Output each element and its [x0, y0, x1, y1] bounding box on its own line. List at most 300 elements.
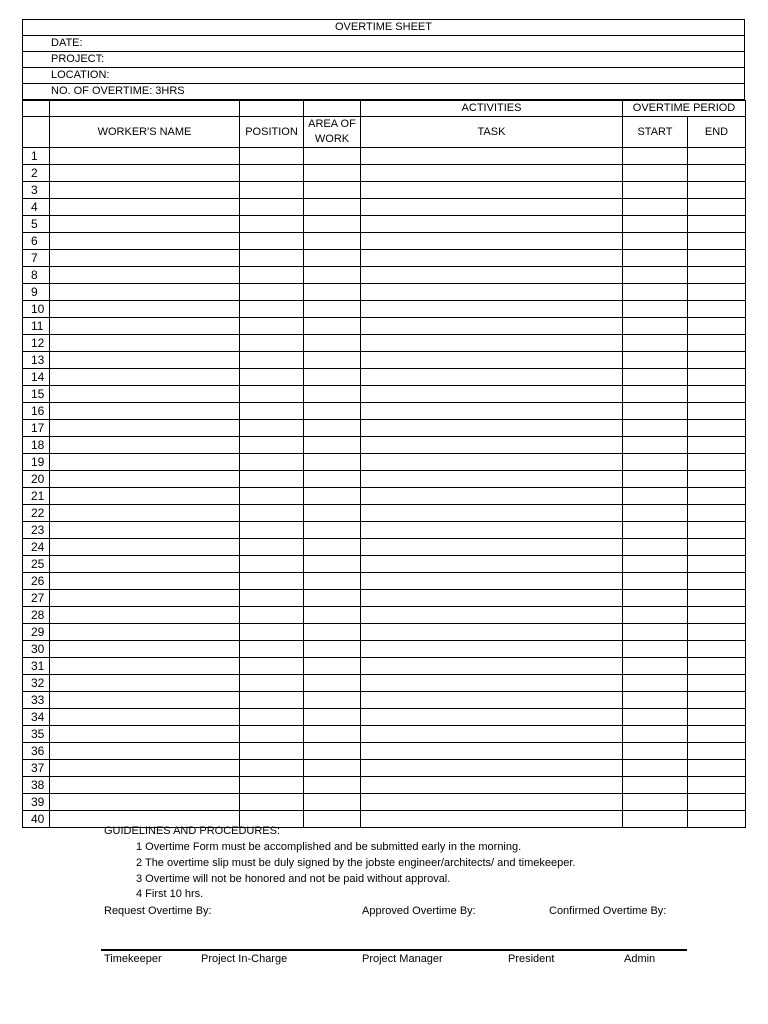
- worker-name-cell[interactable]: [50, 148, 240, 165]
- area-of-work-cell[interactable]: [304, 760, 361, 777]
- end-cell[interactable]: [688, 488, 746, 505]
- task-cell[interactable]: [361, 522, 623, 539]
- start-cell[interactable]: [623, 199, 688, 216]
- row-number: 30: [23, 641, 50, 658]
- task-cell[interactable]: [361, 284, 623, 301]
- position-cell[interactable]: [240, 437, 304, 454]
- position-cell[interactable]: [240, 403, 304, 420]
- start-cell[interactable]: [623, 488, 688, 505]
- task-cell[interactable]: [361, 250, 623, 267]
- worker-name-cell[interactable]: [50, 641, 240, 658]
- end-cell[interactable]: [688, 437, 746, 454]
- position-cell[interactable]: [240, 794, 304, 811]
- start-cell[interactable]: [623, 216, 688, 233]
- worker-name-cell[interactable]: [50, 675, 240, 692]
- area-of-work-cell[interactable]: [304, 267, 361, 284]
- task-cell[interactable]: [361, 335, 623, 352]
- end-cell[interactable]: [688, 675, 746, 692]
- worker-name-cell[interactable]: [50, 607, 240, 624]
- confirmed-overtime-label: Confirmed Overtime By:: [549, 905, 667, 917]
- start-header: START: [623, 117, 688, 148]
- worker-name-cell[interactable]: [50, 335, 240, 352]
- row-number: 9: [23, 284, 50, 301]
- start-cell[interactable]: [623, 675, 688, 692]
- worker-name-cell[interactable]: [50, 403, 240, 420]
- worker-name-cell[interactable]: [50, 267, 240, 284]
- area-of-work-cell[interactable]: [304, 233, 361, 250]
- table-row: [23, 471, 746, 488]
- task-cell[interactable]: [361, 437, 623, 454]
- worker-name-cell[interactable]: [50, 250, 240, 267]
- start-cell[interactable]: [623, 794, 688, 811]
- row-number: 39: [23, 794, 50, 811]
- position-cell[interactable]: [240, 284, 304, 301]
- area-of-work-cell[interactable]: [304, 335, 361, 352]
- start-cell[interactable]: [623, 760, 688, 777]
- task-cell[interactable]: [361, 454, 623, 471]
- task-cell[interactable]: [361, 794, 623, 811]
- end-cell[interactable]: [688, 743, 746, 760]
- start-cell[interactable]: [623, 709, 688, 726]
- end-cell[interactable]: [688, 522, 746, 539]
- end-cell[interactable]: [688, 573, 746, 590]
- table-row: [23, 692, 746, 709]
- task-cell[interactable]: [361, 692, 623, 709]
- end-cell[interactable]: [688, 233, 746, 250]
- signature-line: [101, 949, 687, 951]
- worker-name-cell[interactable]: [50, 590, 240, 607]
- table-row: [23, 709, 746, 726]
- end-cell[interactable]: [688, 811, 746, 828]
- worker-name-cell[interactable]: [50, 505, 240, 522]
- position-cell[interactable]: [240, 335, 304, 352]
- worker-name-cell[interactable]: [50, 437, 240, 454]
- position-cell[interactable]: [240, 607, 304, 624]
- worker-name-cell[interactable]: [50, 420, 240, 437]
- task-cell[interactable]: [361, 726, 623, 743]
- worker-name-cell[interactable]: [50, 539, 240, 556]
- end-cell[interactable]: [688, 624, 746, 641]
- area-of-work-cell[interactable]: [304, 811, 361, 828]
- row-number: 16: [23, 403, 50, 420]
- area-of-work-cell[interactable]: [304, 182, 361, 199]
- position-cell[interactable]: [240, 760, 304, 777]
- end-cell[interactable]: [688, 454, 746, 471]
- position-cell[interactable]: [240, 386, 304, 403]
- table-header-row-1: [23, 101, 746, 117]
- task-cell[interactable]: [361, 505, 623, 522]
- area-of-work-cell[interactable]: [304, 165, 361, 182]
- signatory-project-manager: Project Manager: [362, 953, 443, 965]
- position-cell[interactable]: [240, 658, 304, 675]
- start-cell[interactable]: [623, 420, 688, 437]
- worker-name-cell[interactable]: [50, 233, 240, 250]
- task-cell[interactable]: [361, 488, 623, 505]
- row-number: 1: [23, 148, 50, 165]
- signatory-president: President: [508, 953, 555, 965]
- area-of-work-cell[interactable]: [304, 590, 361, 607]
- worker-name-cell[interactable]: [50, 165, 240, 182]
- row-number: 26: [23, 573, 50, 590]
- position-cell[interactable]: [240, 182, 304, 199]
- start-cell[interactable]: [623, 250, 688, 267]
- start-cell[interactable]: [623, 505, 688, 522]
- start-cell[interactable]: [623, 403, 688, 420]
- position-cell[interactable]: [240, 148, 304, 165]
- row-number: 40: [23, 811, 50, 828]
- row-number: 18: [23, 437, 50, 454]
- end-cell[interactable]: [688, 182, 746, 199]
- worker-name-cell[interactable]: [50, 216, 240, 233]
- worker-name-cell[interactable]: [50, 556, 240, 573]
- position-cell[interactable]: [240, 743, 304, 760]
- row-number: 38: [23, 777, 50, 794]
- table-row: [23, 199, 746, 216]
- area-of-work-cell[interactable]: [304, 454, 361, 471]
- area-of-work-cell[interactable]: [304, 607, 361, 624]
- task-cell[interactable]: [361, 386, 623, 403]
- start-cell[interactable]: [623, 148, 688, 165]
- worker-name-cell[interactable]: [50, 318, 240, 335]
- table-row: [23, 488, 746, 505]
- area-of-work-cell[interactable]: [304, 301, 361, 318]
- task-cell[interactable]: [361, 369, 623, 386]
- end-cell[interactable]: [688, 641, 746, 658]
- area-of-work-cell[interactable]: [304, 403, 361, 420]
- end-cell[interactable]: [688, 369, 746, 386]
- row-number: 27: [23, 590, 50, 607]
- end-cell[interactable]: [688, 284, 746, 301]
- table-row: [23, 794, 746, 811]
- worker-name-cell[interactable]: [50, 658, 240, 675]
- worker-name-cell[interactable]: [50, 777, 240, 794]
- area-of-work-cell[interactable]: [304, 624, 361, 641]
- row-number: 31: [23, 658, 50, 675]
- area-of-work-cell[interactable]: [304, 573, 361, 590]
- worker-name-cell[interactable]: [50, 369, 240, 386]
- end-cell[interactable]: [688, 709, 746, 726]
- end-cell[interactable]: [688, 267, 746, 284]
- row-number: 11: [23, 318, 50, 335]
- task-cell[interactable]: [361, 743, 623, 760]
- position-cell[interactable]: [240, 777, 304, 794]
- task-header: TASK: [361, 117, 623, 148]
- area-of-work-cell[interactable]: [304, 743, 361, 760]
- area-of-work-cell[interactable]: [304, 199, 361, 216]
- area-of-work-cell[interactable]: [304, 318, 361, 335]
- end-cell[interactable]: [688, 556, 746, 573]
- start-cell[interactable]: [623, 182, 688, 199]
- worker-name-cell[interactable]: [50, 760, 240, 777]
- end-cell[interactable]: [688, 216, 746, 233]
- table-row: [23, 522, 746, 539]
- position-cell[interactable]: [240, 369, 304, 386]
- task-cell[interactable]: [361, 420, 623, 437]
- start-cell[interactable]: [623, 556, 688, 573]
- start-cell[interactable]: [623, 352, 688, 369]
- worker-name-cell[interactable]: [50, 454, 240, 471]
- position-cell[interactable]: [240, 199, 304, 216]
- task-cell[interactable]: [361, 352, 623, 369]
- position-cell[interactable]: [240, 352, 304, 369]
- area-of-work-cell[interactable]: [304, 658, 361, 675]
- position-cell[interactable]: [240, 318, 304, 335]
- area-of-work-cell[interactable]: [304, 420, 361, 437]
- position-cell[interactable]: [240, 216, 304, 233]
- area-of-work-cell[interactable]: [304, 522, 361, 539]
- overtime-count-field: NO. OF OVERTIME: 3HRS: [23, 84, 744, 100]
- area-of-work-cell[interactable]: [304, 692, 361, 709]
- worker-name-cell[interactable]: [50, 726, 240, 743]
- area-of-work-cell[interactable]: [304, 369, 361, 386]
- position-cell[interactable]: [240, 505, 304, 522]
- row-number: 35: [23, 726, 50, 743]
- start-cell[interactable]: [623, 726, 688, 743]
- task-cell[interactable]: [361, 539, 623, 556]
- start-cell[interactable]: [623, 692, 688, 709]
- area-of-work-cell[interactable]: [304, 352, 361, 369]
- row-number: 29: [23, 624, 50, 641]
- end-cell[interactable]: [688, 420, 746, 437]
- position-cell[interactable]: [240, 709, 304, 726]
- end-cell[interactable]: [688, 148, 746, 165]
- worker-name-cell[interactable]: [50, 199, 240, 216]
- position-cell[interactable]: [240, 454, 304, 471]
- area-of-work-cell[interactable]: [304, 148, 361, 165]
- location-field: LOCATION:: [23, 68, 744, 84]
- position-cell[interactable]: [240, 539, 304, 556]
- start-cell[interactable]: [623, 658, 688, 675]
- worker-name-cell[interactable]: [50, 301, 240, 318]
- task-cell[interactable]: [361, 556, 623, 573]
- position-cell[interactable]: [240, 692, 304, 709]
- start-cell[interactable]: [623, 811, 688, 828]
- task-cell[interactable]: [361, 165, 623, 182]
- end-cell[interactable]: [688, 165, 746, 182]
- guideline-item-2: 2 The overtime slip must be duly signed by the jobste engineer/architects/ and timekeeper.: [136, 857, 576, 869]
- worker-name-cell[interactable]: [50, 573, 240, 590]
- start-cell[interactable]: [623, 386, 688, 403]
- area-of-work-cell[interactable]: [304, 726, 361, 743]
- table-row: [23, 165, 746, 182]
- table-row: [23, 386, 746, 403]
- table-row: [23, 403, 746, 420]
- position-cell[interactable]: [240, 250, 304, 267]
- end-cell[interactable]: [688, 726, 746, 743]
- start-cell[interactable]: [623, 267, 688, 284]
- area-of-work-cell[interactable]: [304, 556, 361, 573]
- overtime-sheet: [22, 19, 745, 828]
- start-cell[interactable]: [623, 335, 688, 352]
- start-cell[interactable]: [623, 318, 688, 335]
- worker-name-cell[interactable]: [50, 386, 240, 403]
- end-cell[interactable]: [688, 760, 746, 777]
- start-cell[interactable]: [623, 165, 688, 182]
- worker-name-cell[interactable]: [50, 794, 240, 811]
- worker-name-cell[interactable]: [50, 743, 240, 760]
- task-cell[interactable]: [361, 233, 623, 250]
- position-cell[interactable]: [240, 233, 304, 250]
- start-cell[interactable]: [623, 284, 688, 301]
- end-cell[interactable]: [688, 352, 746, 369]
- position-cell[interactable]: [240, 675, 304, 692]
- task-cell[interactable]: [361, 607, 623, 624]
- position-cell[interactable]: [240, 420, 304, 437]
- start-cell[interactable]: [623, 539, 688, 556]
- table-row: [23, 420, 746, 437]
- end-cell[interactable]: [688, 794, 746, 811]
- start-cell[interactable]: [623, 573, 688, 590]
- position-cell[interactable]: [240, 573, 304, 590]
- task-cell[interactable]: [361, 301, 623, 318]
- end-cell[interactable]: [688, 250, 746, 267]
- area-of-work-cell[interactable]: [304, 284, 361, 301]
- start-cell[interactable]: [623, 233, 688, 250]
- row-number: 13: [23, 352, 50, 369]
- row-number: 4: [23, 199, 50, 216]
- position-header: POSITION: [240, 117, 304, 148]
- area-of-work-cell[interactable]: [304, 505, 361, 522]
- area-of-work-cell[interactable]: [304, 539, 361, 556]
- end-cell[interactable]: [688, 658, 746, 675]
- task-cell[interactable]: [361, 267, 623, 284]
- area-of-work-cell[interactable]: [304, 471, 361, 488]
- end-cell[interactable]: [688, 318, 746, 335]
- area-of-work-cell[interactable]: [304, 216, 361, 233]
- end-cell[interactable]: [688, 777, 746, 794]
- row-number: 7: [23, 250, 50, 267]
- task-cell[interactable]: [361, 641, 623, 658]
- end-cell[interactable]: [688, 199, 746, 216]
- area-of-work-cell[interactable]: [304, 794, 361, 811]
- table-row: [23, 284, 746, 301]
- task-cell[interactable]: [361, 318, 623, 335]
- end-cell[interactable]: [688, 335, 746, 352]
- area-of-work-cell[interactable]: [304, 777, 361, 794]
- task-cell[interactable]: [361, 811, 623, 828]
- task-cell[interactable]: [361, 182, 623, 199]
- table-body: [23, 148, 746, 828]
- position-cell[interactable]: [240, 556, 304, 573]
- position-cell[interactable]: [240, 267, 304, 284]
- area-of-work-cell[interactable]: [304, 709, 361, 726]
- worker-name-cell[interactable]: [50, 488, 240, 505]
- table-row: [23, 301, 746, 318]
- worker-name-cell[interactable]: [50, 352, 240, 369]
- start-cell[interactable]: [623, 301, 688, 318]
- guidelines-title: GUIDELINES AND PROCEDURES:: [104, 825, 281, 837]
- worker-name-cell[interactable]: [50, 624, 240, 641]
- area-of-work-cell[interactable]: [304, 386, 361, 403]
- end-cell[interactable]: [688, 386, 746, 403]
- task-cell[interactable]: [361, 590, 623, 607]
- position-cell[interactable]: [240, 641, 304, 658]
- worker-name-cell[interactable]: [50, 284, 240, 301]
- area-of-work-cell[interactable]: [304, 675, 361, 692]
- area-of-work-cell[interactable]: [304, 641, 361, 658]
- position-cell[interactable]: [240, 471, 304, 488]
- area-of-work-cell[interactable]: [304, 488, 361, 505]
- table-header-row-2: [23, 117, 746, 148]
- start-cell[interactable]: [623, 437, 688, 454]
- start-cell[interactable]: [623, 471, 688, 488]
- worker-name-cell[interactable]: [50, 471, 240, 488]
- start-cell[interactable]: [623, 777, 688, 794]
- end-cell[interactable]: [688, 590, 746, 607]
- area-of-work-cell[interactable]: [304, 250, 361, 267]
- end-cell[interactable]: [688, 403, 746, 420]
- end-cell[interactable]: [688, 539, 746, 556]
- worker-name-cell[interactable]: [50, 522, 240, 539]
- task-cell[interactable]: [361, 148, 623, 165]
- position-cell[interactable]: [240, 726, 304, 743]
- start-cell[interactable]: [623, 369, 688, 386]
- area-of-work-cell[interactable]: [304, 437, 361, 454]
- task-cell[interactable]: [361, 216, 623, 233]
- task-cell[interactable]: [361, 471, 623, 488]
- start-cell[interactable]: [623, 641, 688, 658]
- task-cell[interactable]: [361, 403, 623, 420]
- task-cell[interactable]: [361, 658, 623, 675]
- position-cell[interactable]: [240, 624, 304, 641]
- table-row: [23, 743, 746, 760]
- start-cell[interactable]: [623, 624, 688, 641]
- overtime-period-header: OVERTIME PERIOD: [623, 101, 746, 117]
- guideline-item-1: 1 Overtime Form must be accomplished and be submitted early in the morning.: [136, 841, 522, 853]
- table-row: [23, 658, 746, 675]
- end-cell[interactable]: [688, 692, 746, 709]
- end-cell[interactable]: [688, 505, 746, 522]
- position-cell[interactable]: [240, 301, 304, 318]
- table-row: [23, 590, 746, 607]
- start-cell[interactable]: [623, 590, 688, 607]
- signatory-project-in-charge: Project In-Charge: [201, 953, 288, 965]
- overtime-table: [22, 100, 746, 828]
- start-cell[interactable]: [623, 522, 688, 539]
- table-row: [23, 182, 746, 199]
- task-cell[interactable]: [361, 675, 623, 692]
- worker-name-cell[interactable]: [50, 182, 240, 199]
- task-cell[interactable]: [361, 777, 623, 794]
- task-cell[interactable]: [361, 624, 623, 641]
- table-row: [23, 318, 746, 335]
- start-cell[interactable]: [623, 743, 688, 760]
- row-number: 20: [23, 471, 50, 488]
- end-cell[interactable]: [688, 607, 746, 624]
- task-cell[interactable]: [361, 199, 623, 216]
- worker-name-cell[interactable]: [50, 692, 240, 709]
- table-row: [23, 352, 746, 369]
- start-cell[interactable]: [623, 454, 688, 471]
- position-cell[interactable]: [240, 522, 304, 539]
- worker-name-cell[interactable]: [50, 709, 240, 726]
- task-cell[interactable]: [361, 709, 623, 726]
- date-field: DATE:: [23, 36, 744, 52]
- row-number: 25: [23, 556, 50, 573]
- start-cell[interactable]: [623, 607, 688, 624]
- end-cell[interactable]: [688, 471, 746, 488]
- position-cell[interactable]: [240, 590, 304, 607]
- position-cell[interactable]: [240, 488, 304, 505]
- row-number: 15: [23, 386, 50, 403]
- task-cell[interactable]: [361, 573, 623, 590]
- guideline-item-4: 4 First 10 hrs.: [136, 888, 204, 900]
- end-cell[interactable]: [688, 301, 746, 318]
- position-cell[interactable]: [240, 165, 304, 182]
- row-number: 37: [23, 760, 50, 777]
- task-cell[interactable]: [361, 760, 623, 777]
- sheet-title: OVERTIME SHEET: [23, 20, 744, 36]
